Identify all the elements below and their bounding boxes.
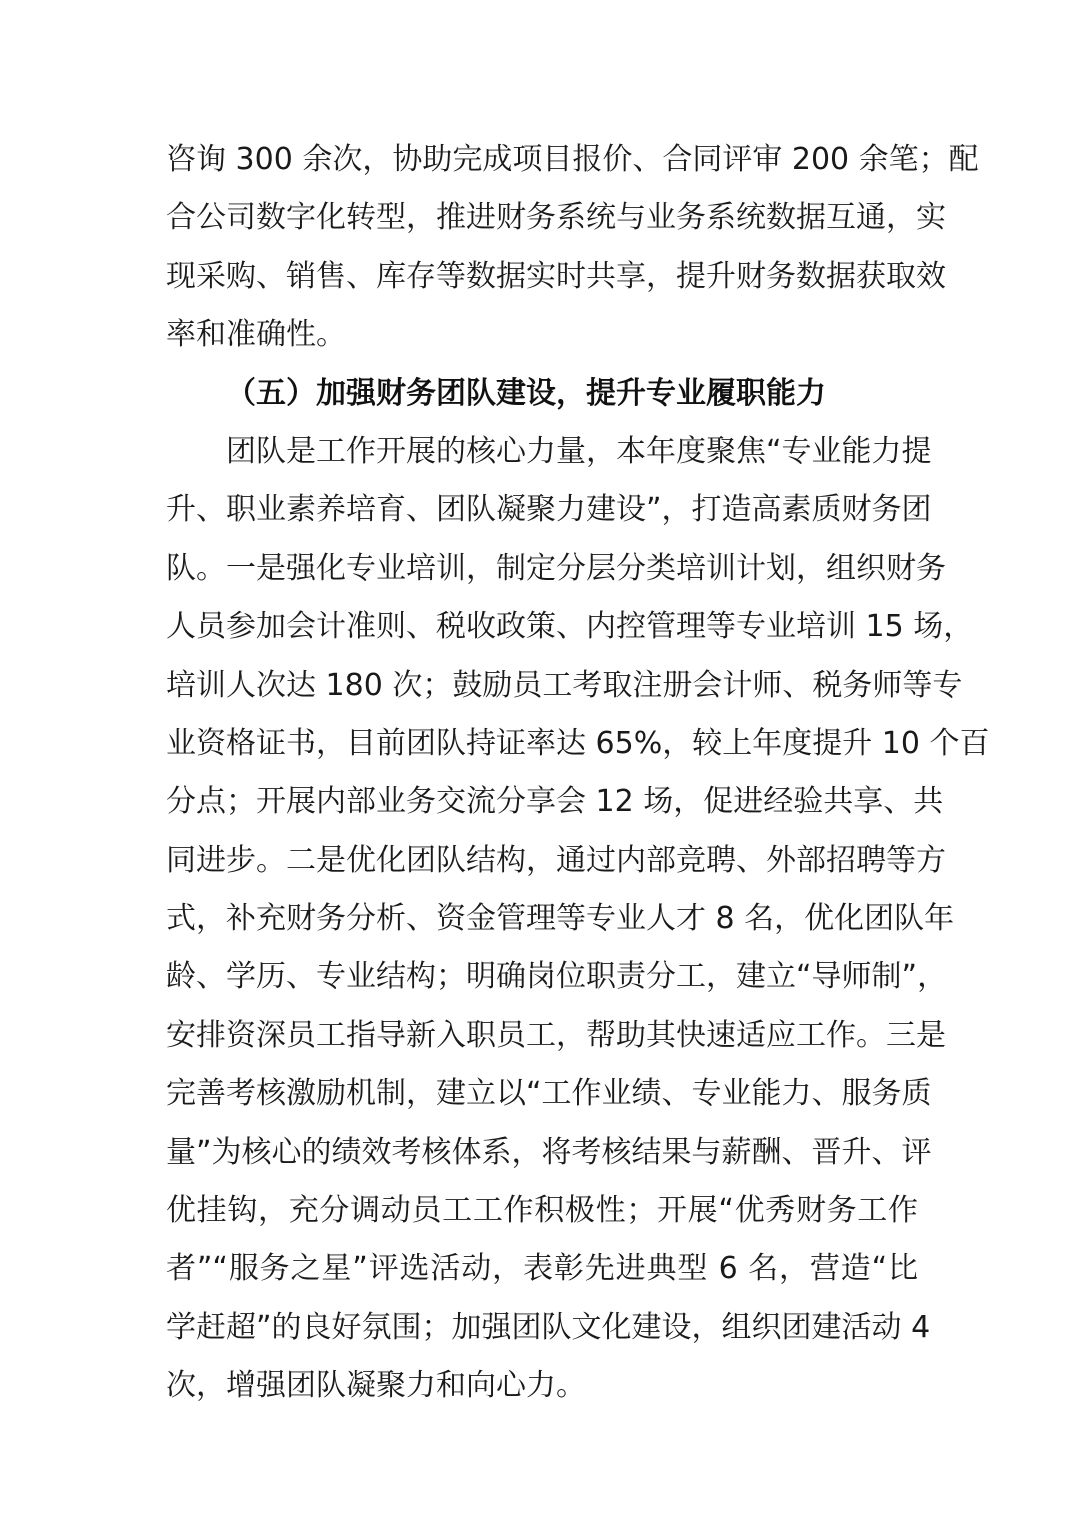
- paragraph-2-line-17: 次，增强团队凝聚力和向心力。: [166, 1368, 586, 1404]
- paragraph-2-line-8: 同进步。二是优化团队结构，通过内部竞聘、外部招聘等方: [166, 842, 946, 878]
- paragraph-2-line-2: 升、职业素养培育、团队凝聚力建设”，打造高素质财务团: [166, 492, 932, 528]
- paragraph-2-line-13: 量”为核心的绩效考核体系，将考核结果与薪酬、晋升、评: [166, 1134, 932, 1170]
- section-heading: （五）加强财务团队建设，提升专业履职能力: [226, 375, 826, 411]
- paragraph-2-line-16: 学赶超”的良好氛围；加强团队文化建设，组织团建活动 4: [166, 1309, 931, 1345]
- paragraph-2-line-6: 业资格证书，目前团队持证率达 65%，较上年度提升 10 个百: [166, 725, 990, 761]
- paragraph-2-line-10: 龄、学历、专业结构；明确岗位职责分工，建立“导师制”，: [166, 959, 948, 995]
- paragraph-2-line-4: 人员参加会计准则、税收政策、内控管理等专业培训 15 场，: [166, 609, 974, 645]
- paragraph-2-line-15: 者”“服务之星”评选活动，表彰先进典型 6 名，营造“比: [166, 1251, 918, 1287]
- paragraph-2-line-1: 团队是工作开展的核心力量，本年度聚焦“专业能力提: [226, 433, 932, 469]
- paragraph-2-line-5: 培训人次达 180 次；鼓励员工考取注册会计师、税务师等专: [166, 667, 963, 703]
- paragraph-1-line-4: 率和准确性。: [166, 317, 346, 353]
- paragraph-1-line-3: 现采购、销售、库存等数据实时共享，提升财务数据获取效: [166, 258, 946, 294]
- paragraph-1-line-2: 合公司数字化转型，推进财务系统与业务系统数据互通，实: [166, 200, 946, 236]
- paragraph-2-line-14: 优挂钩，充分调动员工工作积极性；开展“优秀财务工作: [166, 1193, 918, 1229]
- paragraph-2-line-9: 式，补充财务分析、资金管理等专业人才 8 名，优化团队年: [166, 901, 955, 937]
- paragraph-2-line-3: 队。一是强化专业培训，制定分层分类培训计划，组织财务: [166, 550, 946, 586]
- paragraph-2-line-12: 完善考核激励机制，建立以“工作业绩、专业能力、服务质: [166, 1076, 932, 1112]
- paragraph-2-line-11: 安排资深员工指导新入职员工，帮助其快速适应工作。三是: [166, 1017, 946, 1053]
- paragraph-2-line-7: 分点；开展内部业务交流分享会 12 场，促进经验共享、共: [166, 784, 944, 820]
- paragraph-1-line-1: 咨询 300 余次，协助完成项目报价、合同评审 200 余笔；配: [166, 142, 979, 177]
- document-body: [166, 131, 990, 1416]
